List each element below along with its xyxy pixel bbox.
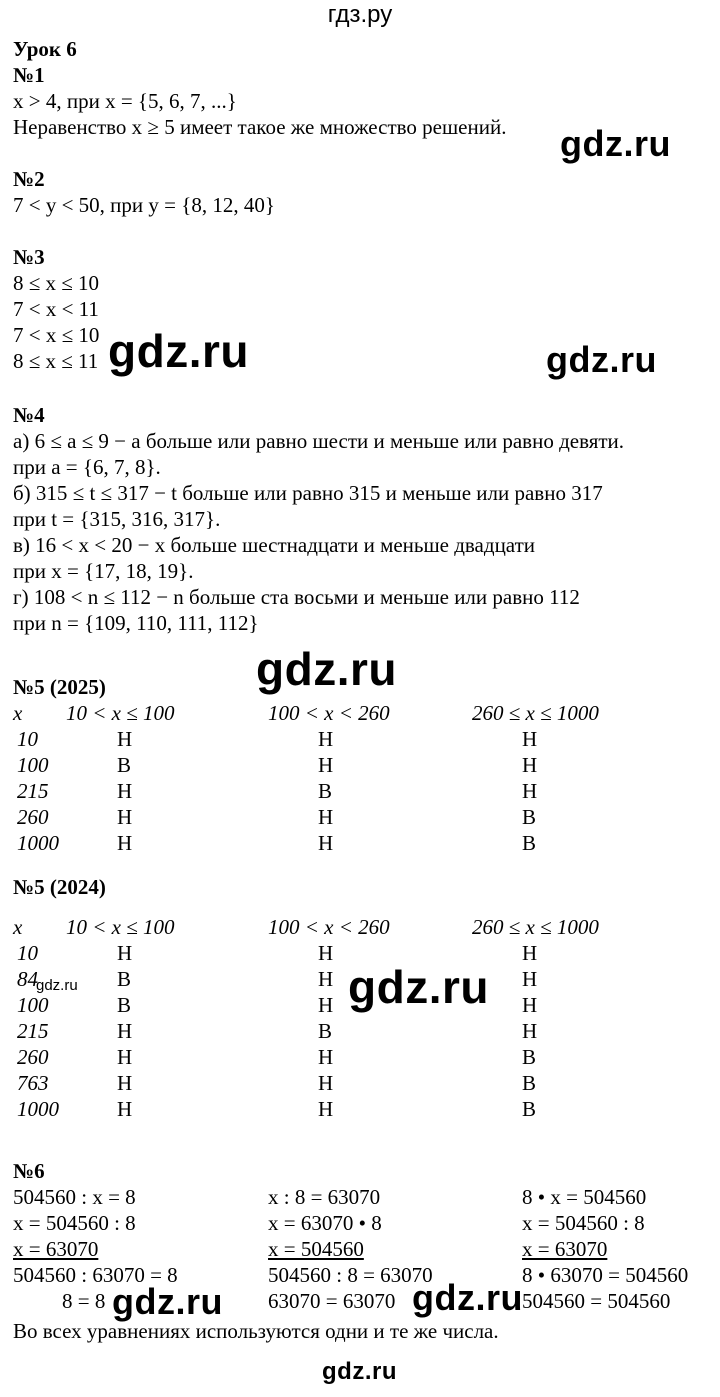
table-cell: Н: [318, 805, 334, 829]
table-cell: Н: [117, 1071, 133, 1095]
table-cell: В: [522, 1071, 537, 1095]
table-cell: Н: [117, 727, 133, 751]
table-cell: Н: [117, 1097, 133, 1121]
table-cell: В: [318, 1019, 333, 1043]
task-5b-title: №5 (2024): [13, 875, 106, 899]
task-6-conclusion: Во всех уравнениях используются одни и те же числа.: [13, 1319, 499, 1343]
task-3-line: 8 ≤ x ≤ 11: [13, 349, 99, 373]
task-3-line: 8 ≤ x ≤ 10: [13, 271, 100, 295]
watermark: gdz.ru: [348, 961, 489, 1013]
table-cell: В: [117, 993, 132, 1017]
task-5a-title: №5 (2025): [13, 675, 106, 699]
equation-answer: x = 504560: [268, 1237, 364, 1261]
task-1-line: Неравенство x ≥ 5 имеет такое же множество решений.: [13, 115, 507, 139]
table-header: 100 < x < 260: [268, 701, 390, 725]
table-cell: В: [117, 967, 132, 991]
table-cell: Н: [318, 831, 334, 855]
table-cell: 100: [17, 993, 49, 1017]
equation-check: 504560 : 63070 = 8: [13, 1263, 178, 1287]
table-cell: Н: [522, 753, 538, 777]
task-4-line: при t = {315, 316, 317}.: [13, 507, 221, 531]
table-header: 100 < x < 260: [268, 915, 390, 939]
task-4-line: при n = {109, 110, 111, 112}: [13, 611, 259, 635]
table-cell: Н: [117, 1019, 133, 1043]
table-cell: Н: [318, 753, 334, 777]
table-cell: Н: [318, 941, 334, 965]
table-cell: Н: [117, 779, 133, 803]
task-4-line: г) 108 < n ≤ 112 − n больше ста восьми и меньше или равно 112: [13, 585, 580, 609]
equation-check: 504560 = 504560: [522, 1289, 671, 1313]
watermark: gdz.ru: [546, 339, 657, 380]
table-header: 10 < x ≤ 100: [66, 701, 175, 725]
table-header: x: [13, 701, 23, 725]
equation-line: x : 8 = 63070: [268, 1185, 381, 1209]
equation-check: 63070 = 63070: [268, 1289, 396, 1313]
equation-line: 504560 : x = 8: [13, 1185, 136, 1209]
table-header: x: [13, 915, 23, 939]
table-cell: Н: [318, 967, 334, 991]
table-cell: Н: [117, 805, 133, 829]
watermark: gdz.ru: [112, 1281, 223, 1322]
table-cell: 260: [17, 805, 49, 829]
table-cell: Н: [522, 1019, 538, 1043]
table-cell: 763: [17, 1071, 49, 1095]
table-cell: Н: [522, 993, 538, 1017]
equation-check: 504560 : 8 = 63070: [268, 1263, 433, 1287]
task-3-line: 7 < x ≤ 10: [13, 323, 100, 347]
task-4-line: при x = {17, 18, 19}.: [13, 559, 194, 583]
table-cell: 1000: [17, 1097, 59, 1121]
table-cell: 1000: [17, 831, 59, 855]
task-6-title: №6: [13, 1159, 45, 1183]
table-cell: В: [522, 805, 537, 829]
equation-answer: x = 63070: [522, 1237, 608, 1261]
table-header: 260 ≤ x ≤ 1000: [472, 915, 599, 939]
table-cell: 215: [17, 779, 49, 803]
table-cell: Н: [117, 1045, 133, 1069]
lesson-title: Урок 6: [13, 37, 77, 61]
watermark: gdz.ru: [560, 123, 671, 164]
task-1-line: x > 4, при x = {5, 6, 7, ...}: [13, 89, 237, 113]
task-1-title: №1: [13, 63, 45, 87]
table-cell: В: [522, 831, 537, 855]
table-cell: Н: [318, 1071, 334, 1095]
task-3-line: 7 < x < 11: [13, 297, 99, 321]
table-cell: 10: [17, 941, 38, 965]
table-header: 10 < x ≤ 100: [66, 915, 175, 939]
watermark: gdz.ru: [256, 643, 397, 695]
table-cell: Н: [318, 1045, 334, 1069]
table-cell: Н: [117, 831, 133, 855]
task-2-title: №2: [13, 167, 45, 191]
table-cell: 84: [17, 967, 38, 991]
table-cell: В: [318, 779, 333, 803]
watermark: gdz.ru: [412, 1277, 523, 1318]
table-header: 260 ≤ x ≤ 1000: [472, 701, 599, 725]
table-cell: Н: [318, 993, 334, 1017]
table-cell: Н: [522, 967, 538, 991]
table-cell: 260: [17, 1045, 49, 1069]
table-cell: Н: [318, 727, 334, 751]
task-4-line: в) 16 < x < 20 − x больше шестнадцати и меньше двадцати: [13, 533, 535, 557]
equation-line: x = 504560 : 8: [13, 1211, 136, 1235]
table-cell: Н: [117, 941, 133, 965]
equation-line: 8 • x = 504560: [522, 1185, 647, 1209]
table-cell: 215: [17, 1019, 49, 1043]
task-4-line: а) 6 ≤ a ≤ 9 − a больше или равно шести и меньше или равно девяти.: [13, 429, 625, 453]
table-cell: В: [522, 1045, 537, 1069]
table-cell: Н: [522, 779, 538, 803]
equation-check: 8 = 8: [62, 1289, 106, 1313]
watermark: gdz.ru: [108, 325, 249, 377]
task-2-line: 7 < y < 50, при y = {8, 12, 40}: [13, 193, 275, 217]
table-cell: В: [117, 753, 132, 777]
table-cell: Н: [522, 727, 538, 751]
watermark: gdz.ru: [36, 977, 78, 994]
equation-line: x = 504560 : 8: [522, 1211, 645, 1235]
table-cell: 10: [17, 727, 38, 751]
site-header: гдз.ру: [327, 1, 393, 28]
table-cell: В: [522, 1097, 537, 1121]
watermark: gdz.ru: [322, 1358, 397, 1385]
table-cell: 100: [17, 753, 49, 777]
task-3-title: №3: [13, 245, 45, 269]
task-4-line: при a = {6, 7, 8}.: [13, 455, 161, 479]
equation-answer: x = 63070: [13, 1237, 99, 1261]
table-cell: Н: [318, 1097, 334, 1121]
equation-check: 8 • 63070 = 504560: [522, 1263, 689, 1287]
task-4-title: №4: [13, 403, 45, 427]
table-cell: Н: [522, 941, 538, 965]
equation-line: x = 63070 • 8: [268, 1211, 382, 1235]
task-4-line: б) 315 ≤ t ≤ 317 − t больше или равно 315 и меньше или равно 317: [13, 481, 603, 505]
